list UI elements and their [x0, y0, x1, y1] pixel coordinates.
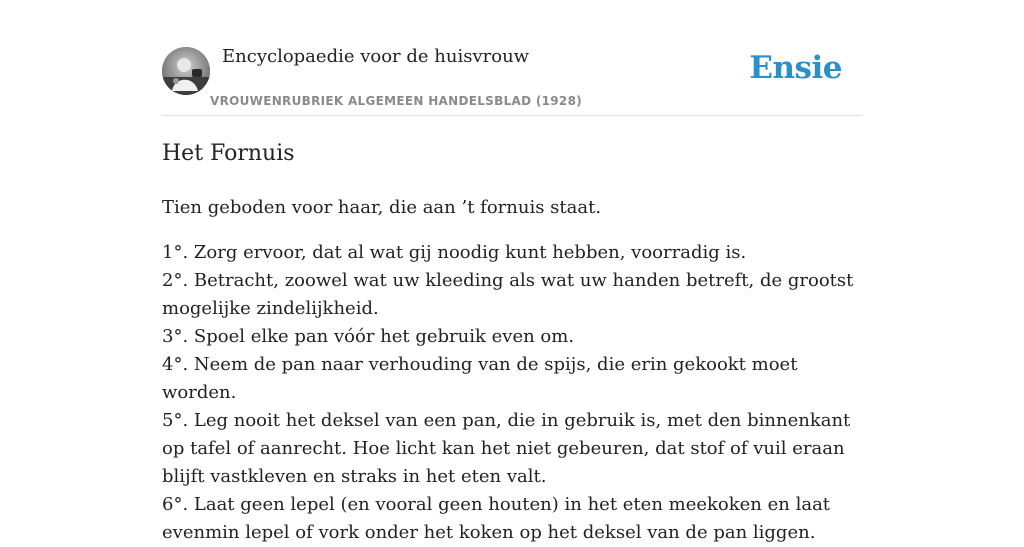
- article-intro: Tien geboden voor haar, die aan ’t fornuis staat.: [162, 197, 602, 218]
- brand-logo-link[interactable]: Ensie: [749, 50, 842, 86]
- list-item: 4°. Neem de pan naar verhouding van de spijs, die erin gekookt moet worden.: [162, 354, 798, 403]
- list-item: 1°. Zorg ervoor, dat al wat gij noodig kunt hebben, voorradig is.: [162, 242, 747, 263]
- site-header: [162, 0, 862, 116]
- list-item: 6°. Laat geen lepel (en vooral geen houten) in het eten meekoken en laat evenmin lepel of vork onder het koken op het deksel van de pan liggen.: [162, 494, 831, 543]
- portrait-photo-icon[interactable]: [162, 47, 210, 95]
- site-title[interactable]: Encyclopaedie voor de huisvrouw: [222, 46, 530, 67]
- list-item: 2°. Betracht, zoowel wat uw kleeding als wat uw handen betreft, de grootst mogelijke zindelijkheid.: [162, 270, 854, 319]
- site-subtitle: VROUWENRUBRIEK ALGEMEEN HANDELSBLAD (1928): [210, 94, 583, 108]
- article-title: Het Fornuis: [162, 141, 295, 166]
- list-item: 3°. Spoel elke pan vóór het gebruik even om.: [162, 326, 575, 347]
- page: [162, 0, 862, 543]
- list-item: 5°. Leg nooit het deksel van een pan, die in gebruik is, met den binnenkant op tafel of aanrecht. Hoe licht kan het niet gebeuren, dat stof of vuil eraan blijft vastkleven en straks in het eten valt.: [162, 410, 851, 487]
- rules-list: [162, 239, 862, 547]
